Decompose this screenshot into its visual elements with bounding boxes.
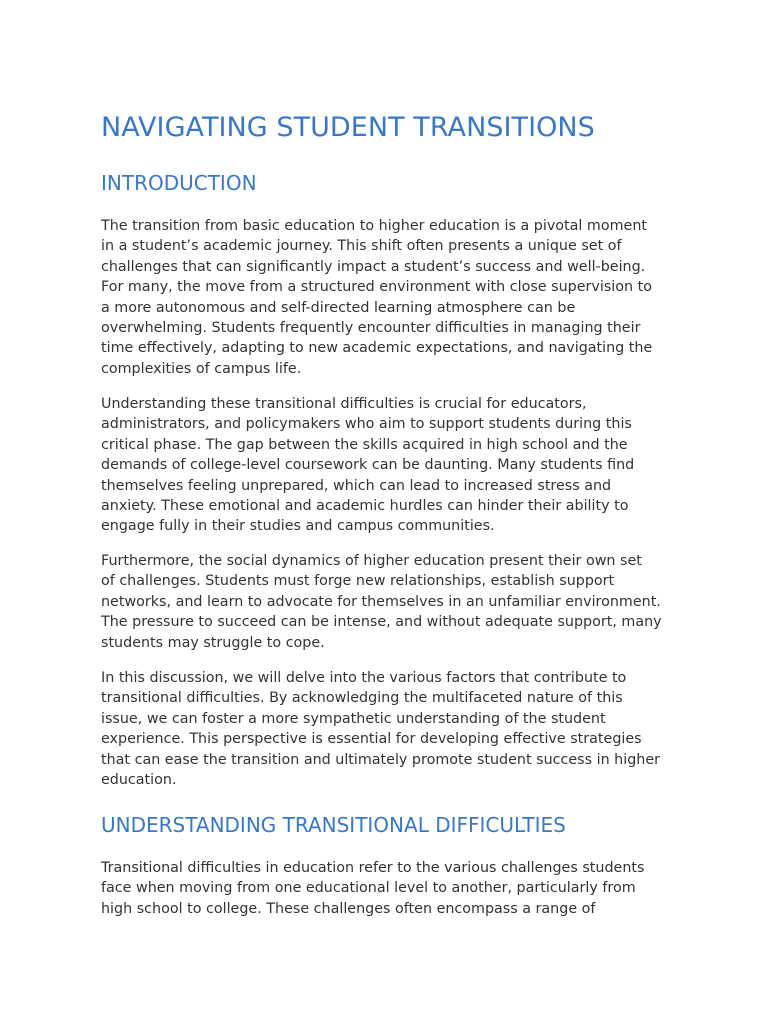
intro-paragraph-2 xyxy=(101,394,671,537)
text-line: high school to college. These challenges often encompass a range of xyxy=(101,900,596,917)
text-line: themselves feeling unprepared, which can lead to increased stress and xyxy=(101,477,612,494)
text-line: face when moving from one educational level to another, particularly from xyxy=(101,880,636,897)
text-line: The pressure to succeed can be intense, and without adequate support, many xyxy=(101,614,662,631)
understanding-paragraph-1 xyxy=(101,858,671,919)
text-line: critical phase. The gap between the skills acquired in high school and the xyxy=(101,436,628,453)
text-line: complexities of campus life. xyxy=(101,360,302,377)
text-line: engage fully in their studies and campus communities. xyxy=(101,518,495,535)
text-line: a more autonomous and self-directed learning atmosphere can be xyxy=(101,299,576,316)
text-line: overwhelming. Students frequently encounter difficulties in managing their xyxy=(101,320,641,337)
text-line: education. xyxy=(101,772,177,789)
text-line: students may struggle to cope. xyxy=(101,634,325,651)
section-heading-introduction: INTRODUCTION xyxy=(101,171,257,195)
text-line: experience. This perspective is essential for developing effective strategies xyxy=(101,731,642,748)
text-line: challenges that can significantly impact a student’s success and well-being. xyxy=(101,258,646,275)
text-line: The transition from basic education to higher education is a pivotal moment xyxy=(101,218,647,234)
text-line: time effectively, adapting to new academic expectations, and navigating the xyxy=(101,340,653,357)
text-line: For many, the move from a structured environment with close supervision to xyxy=(101,279,652,296)
text-line: Transitional difficulties in education refer to the various challenges students xyxy=(101,860,645,876)
text-line: that can ease the transition and ultimately promote student success in higher xyxy=(101,751,661,768)
intro-paragraph-1 xyxy=(101,216,671,379)
text-line: networks, and learn to advocate for themselves in an unfamiliar environment. xyxy=(101,593,661,610)
section-heading-understanding: UNDERSTANDING TRANSITIONAL DIFFICULTIES xyxy=(101,813,566,837)
intro-paragraph-4 xyxy=(101,668,671,790)
text-line: administrators, and policymakers who aim to support students during this xyxy=(101,416,632,433)
text-line: issue, we can foster a more sympathetic understanding of the student xyxy=(101,710,606,727)
text-line: of challenges. Students must forge new relationships, establish support xyxy=(101,573,615,590)
text-line: demands of college-level coursework can be daunting. Many students find xyxy=(101,457,635,474)
text-line: anxiety. These emotional and academic hurdles can hinder their ability to xyxy=(101,498,629,515)
text-line: in a student’s academic journey. This shift often presents a unique set of xyxy=(101,238,622,255)
text-line: transitional difficulties. By acknowledging the multifaceted nature of this xyxy=(101,690,623,707)
text-line: Furthermore, the social dynamics of higher education present their own set xyxy=(101,553,642,569)
text-line: Understanding these transitional difficulties is crucial for educators, xyxy=(101,396,587,412)
intro-paragraph-3 xyxy=(101,551,671,653)
text-line: In this discussion, we will delve into the various factors that contribute to xyxy=(101,670,627,686)
document-title: NAVIGATING STUDENT TRANSITIONS xyxy=(101,112,595,143)
